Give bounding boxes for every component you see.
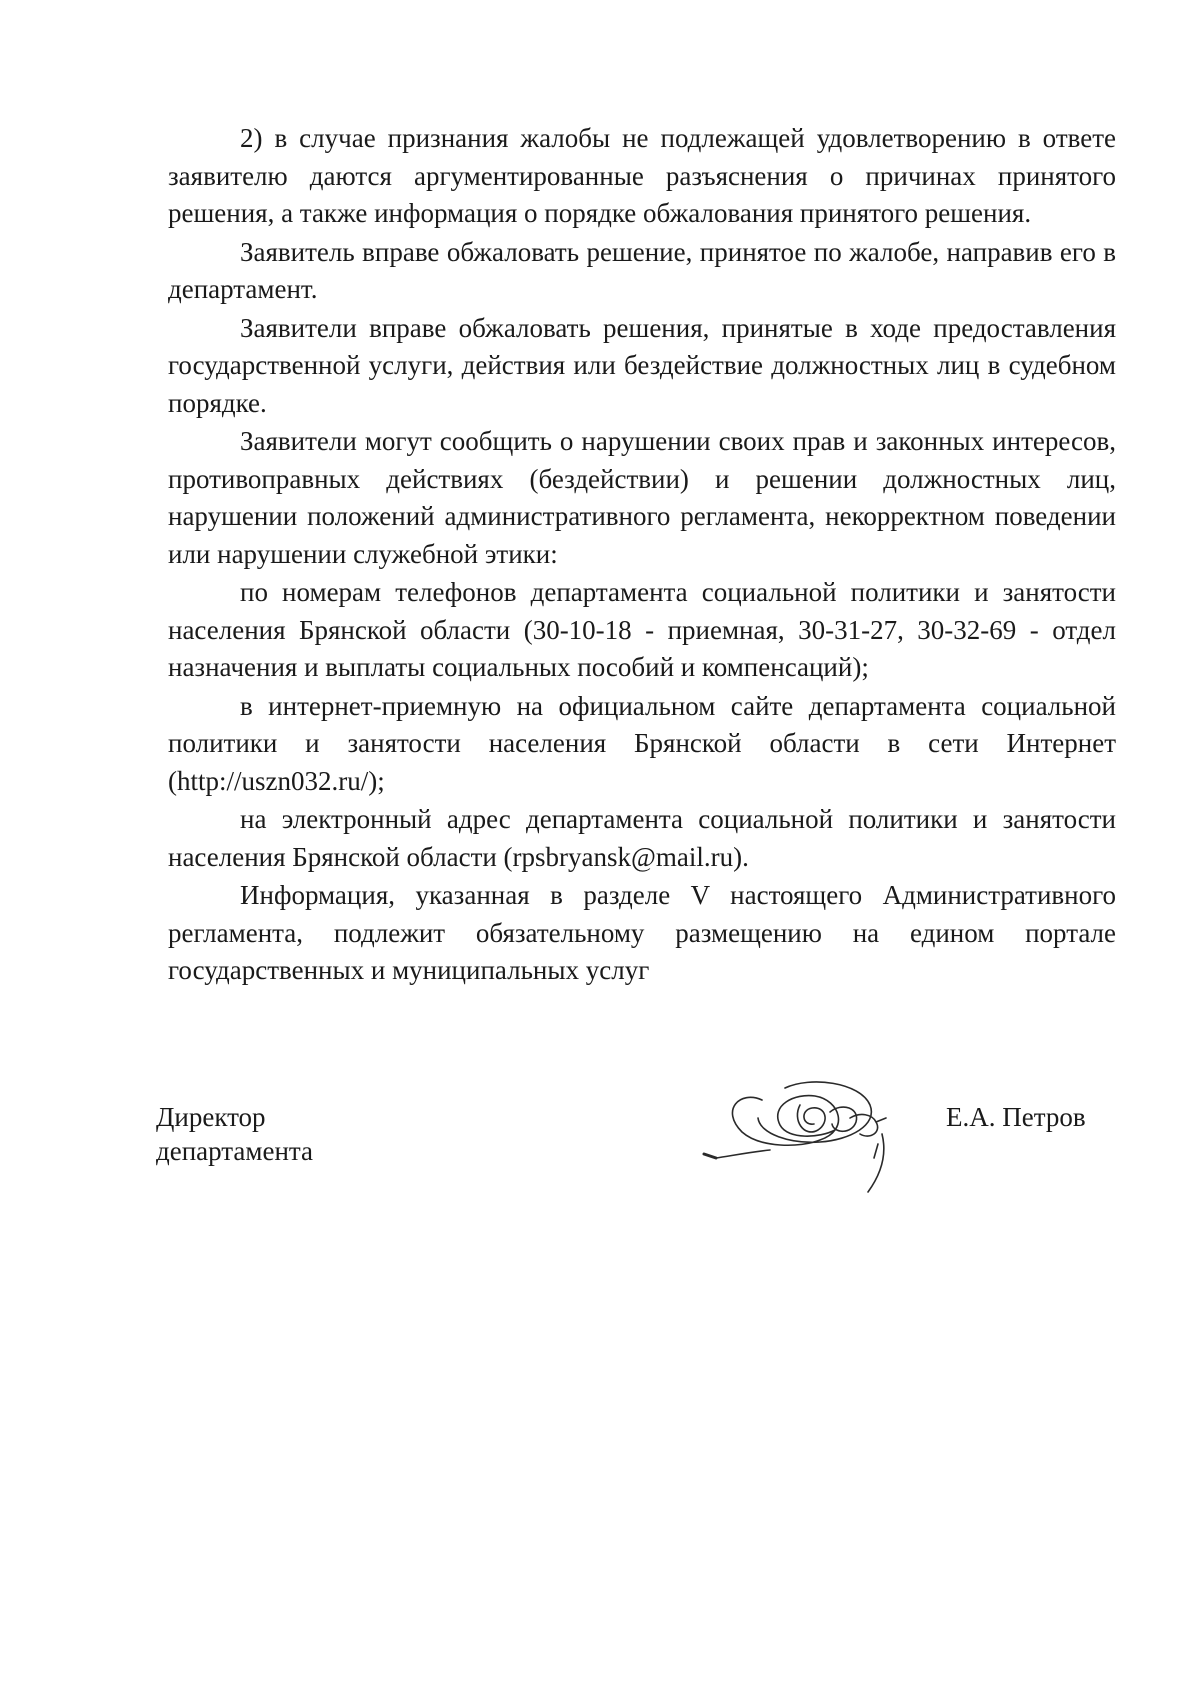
paragraph-appeal-to-department: Заявитель вправе обжаловать решение, принятое по жалобе, направив его в департамент. bbox=[168, 236, 1116, 304]
signatory-title-line-2: департамента bbox=[156, 1136, 314, 1166]
handwritten-signature bbox=[700, 1060, 930, 1200]
signatory-title bbox=[156, 1100, 313, 1168]
paragraph-judicial-appeal: Заявители вправе обжаловать решения, принятые в ходе предоставления государственной услуги, действия или бездействие должностных лиц в судебном порядке. bbox=[168, 312, 1116, 418]
paragraph-portal-publication: Информация, указанная в разделе V настоящего Административного регламента, подлежит обязательному размещению на едином портале государственных и муниципальных услуг bbox=[168, 880, 1116, 985]
signatory-name: Е.А. Петров bbox=[946, 1102, 1086, 1132]
paragraph-report-violations: Заявители могут сообщить о нарушении своих прав и законных интересов, противоправных действиях (бездействии) и решении должностных лиц, нарушении положений административного регламента, некорректном поведении или нарушении служебной этики: bbox=[168, 426, 1116, 569]
document-body bbox=[168, 120, 1116, 990]
signatory-title-line-1: Директор bbox=[156, 1102, 266, 1132]
paragraph-internet-reception: в интернет-приемную на официальном сайте департамента социальной политики и занятости населения Брянской области в сети Интернет (http://uszn032.ru/); bbox=[168, 690, 1116, 796]
paragraph-email-address: на электронный адрес департамента социальной политики и занятости населения Брянской области (rpsbryansk@mail.ru). bbox=[168, 804, 1116, 872]
paragraph-phone-numbers: по номерам телефонов департамента социальной политики и занятости населения Брянской области (30-10-18 - приемная, 30-31-27, 30-32-69 - отдел назначения и выплаты социальных пособий и компенсаций); bbox=[168, 577, 1116, 682]
paragraph-complaint-rejection: 2) в случае признания жалобы не подлежащей удовлетворению в ответе заявителю даются аргументированные разъяснения о причинах принятого решения, а также информация о порядке обжалования принятого решения. bbox=[168, 123, 1116, 228]
